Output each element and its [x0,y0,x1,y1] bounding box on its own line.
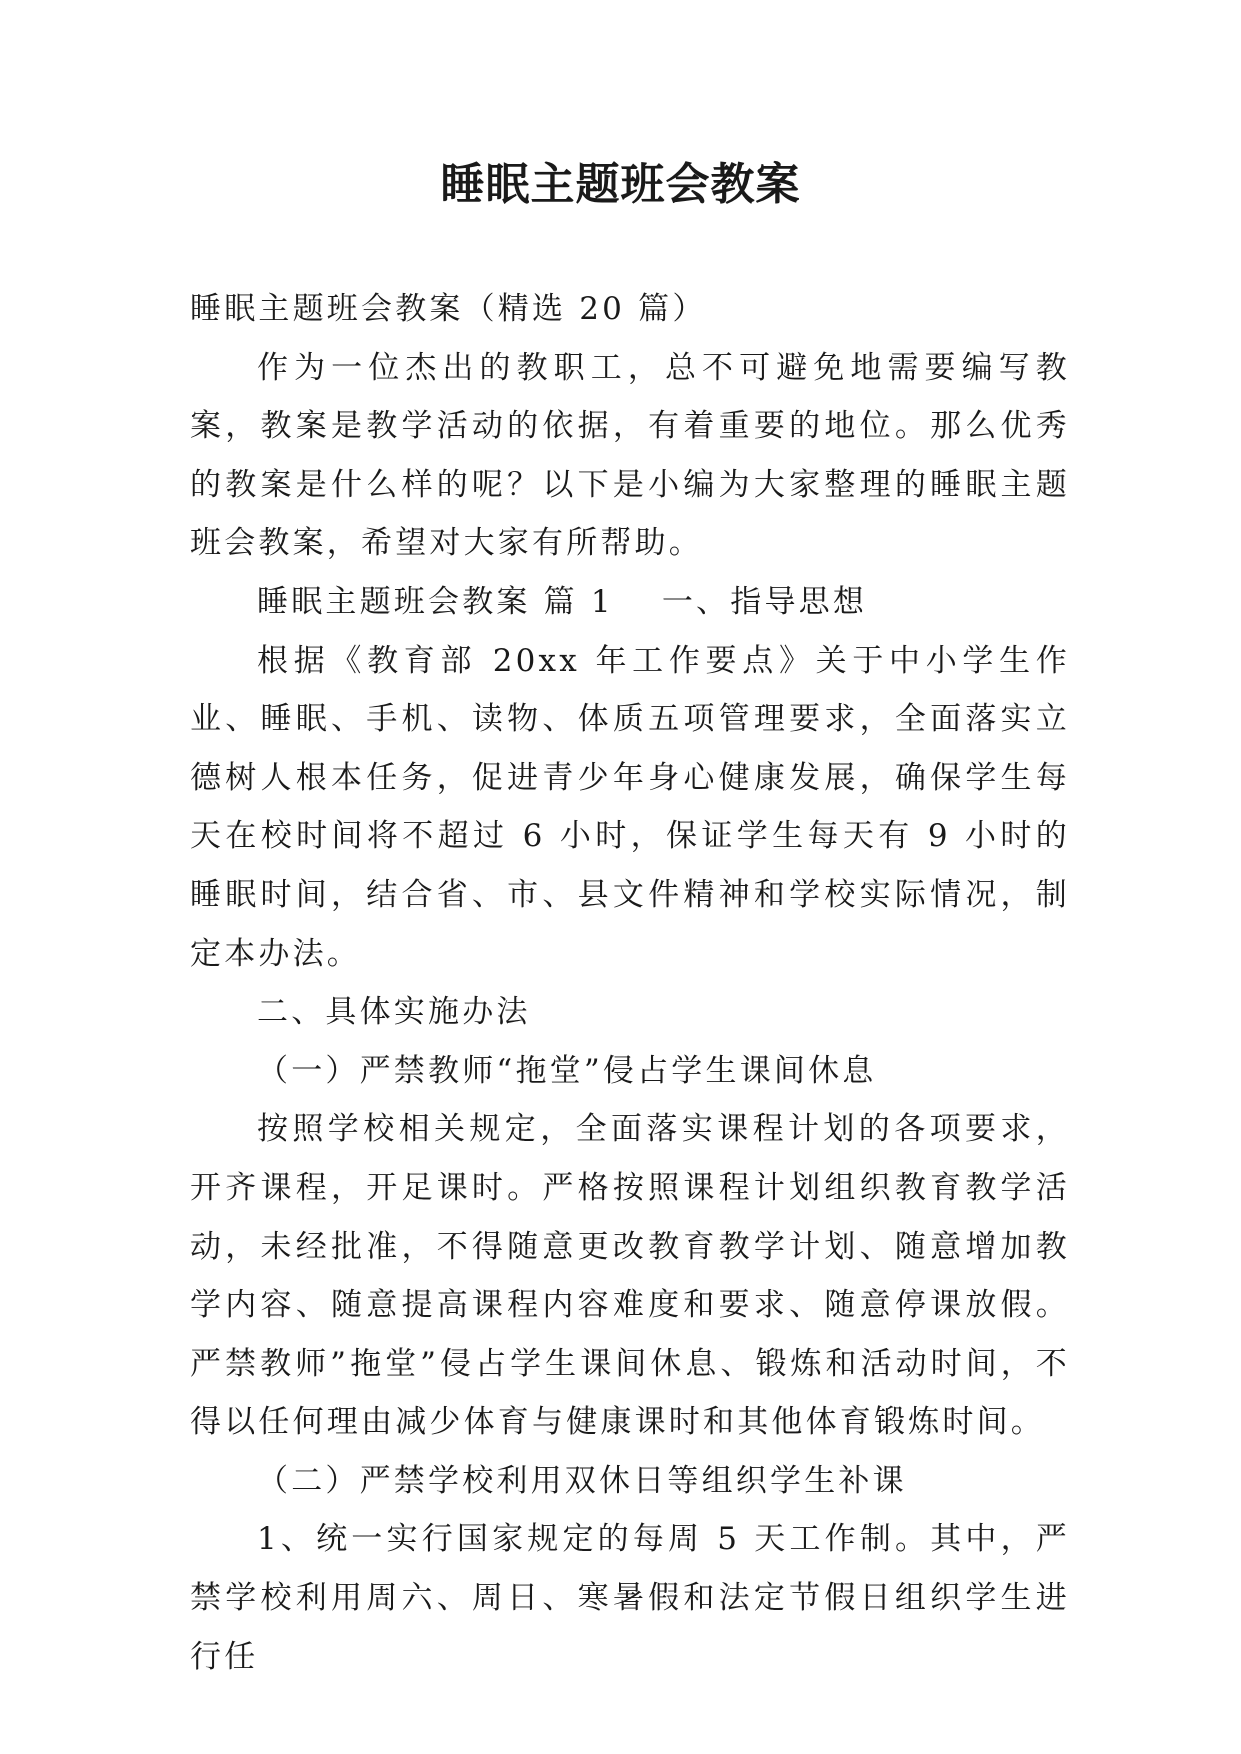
section-heading-implementation: 二、具体实施办法 [257,994,531,1031]
section-heading-guiding-idea: 一、指导思想 [661,583,868,620]
document-subtitle: 睡眠主题班会教案（精选 20 篇） [190,291,707,327]
document-title: 睡眠主题班会教案 [440,159,801,210]
subsection2-heading: （二）严禁学校利用双休日等组织学生补课 [257,1462,907,1499]
chapter-label: 睡眠主题班会教案 篇 1 [257,583,614,620]
subsection1-paragraph: 按照学校相关规定，全面落实课程计划的各项要求，开齐课程，开足课时。严格按照课程计划组织教育教学活动，未经批准，不得随意更改教育教学计划、随意增加教学内容、随意提高课程内容难度和要求、随意停课放假。严禁教师”拖堂”侵占学生课间休息、锻炼和活动时间，不得以任何理由减少体育与健康课时和其他体育锻炼时间。 [190,1111,1070,1441]
chapter-heading-line [190,573,1070,632]
intro-paragraph: 作为一位杰出的教职工，总不可避免地需要编写教案，教案是教学活动的依据，有着重要的地位。那么优秀的教案是什么样的呢？以下是小编为大家整理的睡眠主题班会教案，希望对大家有所帮助。 [190,349,1070,562]
subsection1-heading: （一）严禁教师“拖堂”侵占学生课间休息 [257,1052,877,1089]
subsection2-item1: 1、统一实行国家规定的每周 5 天工作制。其中，严禁学校利用周六、周日、寒暑假和法定节假日组织学生进行任 [190,1521,1070,1675]
section1-paragraph: 根据《教育部 20xx 年工作要点》关于中小学生作业、睡眠、手机、读物、体质五项管理要求，全面落实立德树人根本任务，促进青少年身心健康发展，确保学生每天在校时间将不超过 6 小时，保证学生每天有 9 小时的睡眠时间，结合省、市、县文件精神和学校实际情况，制定本办法。 [190,642,1070,972]
document-body [190,280,1070,1686]
